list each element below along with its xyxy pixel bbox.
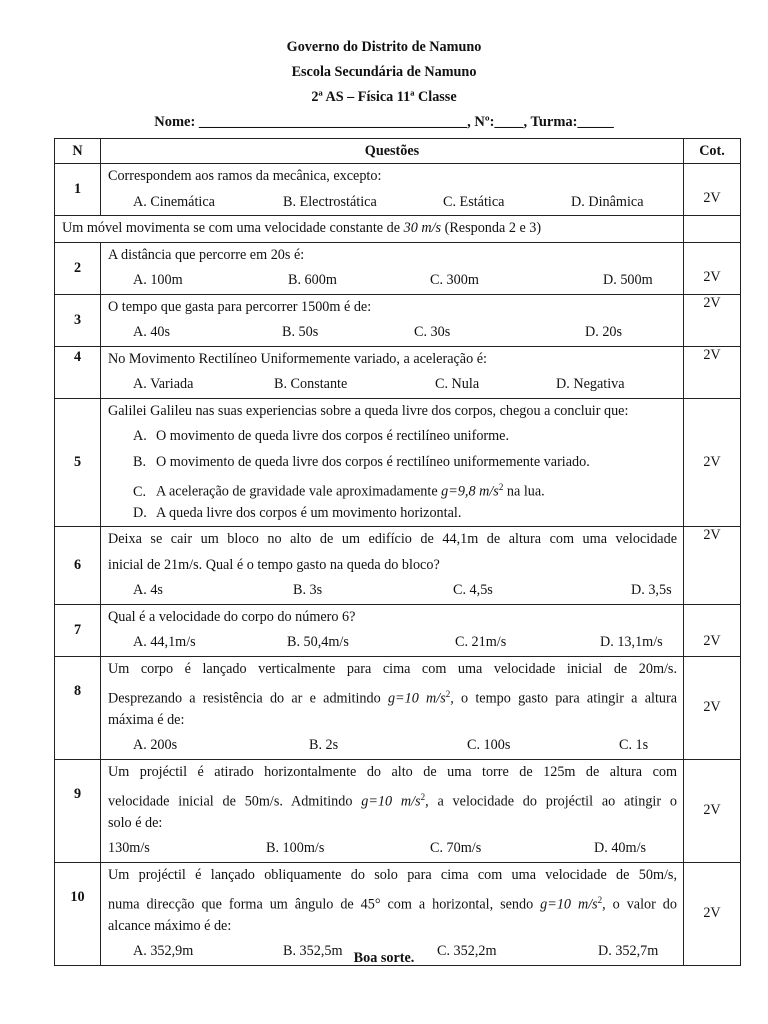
option-c: C. 100s <box>467 737 511 753</box>
options-row <box>108 190 677 216</box>
question-row-7 <box>55 604 741 656</box>
option-a: O movimento de queda livre dos corpos é rectilíneo uniforme. <box>156 428 510 444</box>
exponent: 2 <box>597 895 603 905</box>
question-points: 2V <box>684 242 741 294</box>
option-c: C. 4,5s <box>453 582 493 598</box>
option-d: D. Dinâmica <box>571 193 644 210</box>
question-number: 9 <box>55 759 101 862</box>
option-b: B. 100m/s <box>266 840 325 856</box>
text-segment: , a velocidade do projéctil ao atingir o <box>425 793 677 810</box>
question-number: 6 <box>55 527 101 605</box>
option-d: C. 1s <box>619 737 649 753</box>
footer-good-luck: Boa sorte. <box>353 950 415 966</box>
option-c: C. 70m/s <box>430 840 482 856</box>
option-a: A. 44,1m/s <box>133 634 196 650</box>
option-c-text: A aceleração de gravidade vale aproximadamente <box>156 483 442 500</box>
header-government: Governo do Distrito de Namuno <box>286 39 482 55</box>
question-row-9 <box>55 759 741 862</box>
question-cell <box>101 656 684 759</box>
question-row-4 <box>55 346 741 398</box>
option-c: C. 352,2m <box>437 943 497 959</box>
question-text-line-1: Um projéctil é atirado horizontalmente do alto de uma torre de 125m de altura com <box>108 763 677 780</box>
question-text-line-2: inicial de 21m/s. Qual é o tempo gasto na queda do bloco? <box>108 556 440 573</box>
option-a: A. 352,9m <box>133 943 194 959</box>
header-school: Escola Secundária de Namuno <box>291 64 477 80</box>
question-number: 4 <box>55 346 101 398</box>
question-text-line-3: alcance máximo é de: <box>108 917 232 934</box>
question-row-8 <box>55 656 741 759</box>
option-b: B. Constante <box>274 376 348 392</box>
question-cell <box>101 527 684 605</box>
note-text-end: (Responda 2 e 3) <box>441 220 542 236</box>
option-b: B. 352,5m <box>283 943 343 959</box>
question-cell <box>101 346 684 398</box>
option-b: B. 50,4m/s <box>287 634 349 650</box>
option-c-end: na lua. <box>503 483 545 500</box>
question-text-line-1: Um projéctil é lançado obliquamente do solo para cima com uma velocidade de 50m/s, <box>108 866 677 883</box>
options-row <box>108 268 677 294</box>
option-d: D. 3,5s <box>631 582 672 598</box>
exponent: 2 <box>445 689 451 699</box>
question-row-6 <box>55 527 741 605</box>
question-text-line-3: máxima é de: <box>108 711 185 728</box>
option-a: A. 100m <box>133 272 183 288</box>
options-row <box>108 733 677 759</box>
option-d: A queda livre dos corpos é um movimento horizontal. <box>156 504 462 521</box>
options-row <box>108 320 677 346</box>
table-header-row <box>55 139 741 164</box>
text-segment: , o valor do <box>602 896 677 913</box>
question-text: Qual é a velocidade do corpo do número 6? <box>108 608 356 625</box>
option-d: D. 13,1m/s <box>600 634 663 650</box>
question-number: 7 <box>55 604 101 656</box>
question-number: 1 <box>55 164 101 216</box>
question-text: A distância que percorre em 20s é: <box>108 246 305 263</box>
question-text-line-2 <box>108 888 677 914</box>
question-text-line-1: Um corpo é lançado verticalmente para cima com uma velocidade inicial de 20m/s. <box>108 660 677 677</box>
option-c: C. 30s <box>414 324 451 340</box>
question-text: Galilei Galileu nas suas experiencias sobre a queda livre dos corpos, chegou a concluir que: <box>108 402 629 419</box>
question-points: 2V <box>684 294 741 346</box>
question-text: O tempo que gasta para percorrer 1500m é de: <box>108 298 372 315</box>
question-row-5 <box>55 398 741 527</box>
options-row <box>108 630 677 656</box>
question-text-line-3: solo é de: <box>108 814 163 831</box>
col-cot-header: Cot. <box>684 139 741 164</box>
option-b: O movimento de queda livre dos corpos é rectilíneo uniformemente variado. <box>156 453 590 470</box>
option-c: C. Estática <box>443 193 505 210</box>
option-a: A. Variada <box>133 376 194 392</box>
note-text-start: Um móvel movimenta se com uma velocidade constante de <box>62 220 404 236</box>
option-c: C. 21m/s <box>455 634 507 650</box>
question-row-2 <box>55 242 741 294</box>
question-cell <box>101 398 684 527</box>
option-letter: C. <box>133 483 147 500</box>
option-d-line <box>108 501 677 527</box>
question-cell <box>101 604 684 656</box>
option-c-line <box>108 475 677 501</box>
gravity-value: g=10 m/s <box>387 690 446 707</box>
option-letter: A. <box>133 428 147 444</box>
gravity-value: g=9,8 m/s <box>441 483 499 500</box>
question-row-3 <box>55 294 741 346</box>
options-row <box>108 578 677 604</box>
option-b: B. 2s <box>309 737 339 753</box>
text-segment: numa direcção que forma um ângulo de 45° com a horizontal, sendo <box>108 896 541 913</box>
option-d: D. 500m <box>603 272 653 288</box>
question-number: 2 <box>55 242 101 294</box>
question-points: 2V <box>684 759 741 862</box>
option-b: B. 50s <box>282 324 319 340</box>
option-b: B. Electrostática <box>283 193 377 210</box>
question-text-line-2 <box>108 682 677 708</box>
option-b: B. 3s <box>293 582 323 598</box>
text-segment: , o tempo gasto para atingir a altura <box>450 690 678 707</box>
option-c: C. Nula <box>435 376 480 392</box>
context-note <box>55 216 684 243</box>
question-text: Correspondem aos ramos da mecânica, excepto: <box>108 168 382 184</box>
question-number: 5 <box>55 398 101 527</box>
exponent: 2 <box>420 792 426 802</box>
questions-table <box>54 138 741 966</box>
question-points: 2V <box>684 862 741 965</box>
option-b-line <box>108 450 677 476</box>
context-note-row <box>55 216 741 243</box>
option-c: C. 300m <box>430 272 479 288</box>
options-row <box>108 372 677 398</box>
gravity-value: g=10 m/s <box>361 793 421 810</box>
question-cell <box>101 242 684 294</box>
note-points-empty <box>684 216 741 243</box>
question-text: No Movimento Rectilíneo Uniformemente variado, a aceleração é: <box>108 350 487 367</box>
question-points: 2V <box>684 656 741 759</box>
col-questions-header: Questões <box>101 139 684 164</box>
option-b: B. 600m <box>288 272 337 288</box>
student-name-line: Nome: _____________________________________, Nº:____, Turma:_____ <box>154 114 614 130</box>
question-number: 10 <box>55 862 101 965</box>
question-points: 2V <box>684 527 741 605</box>
col-n-header: N <box>55 139 101 164</box>
option-a-line <box>108 424 677 450</box>
option-a: 130m/s <box>108 840 150 856</box>
question-row-1 <box>55 164 741 216</box>
option-d: D. 20s <box>585 324 623 340</box>
question-cell <box>101 294 684 346</box>
text-segment: Desprezando a resistência do ar e admitindo <box>108 690 388 707</box>
question-number: 8 <box>55 656 101 759</box>
option-d: D. 352,7m <box>598 943 659 959</box>
question-points: 2V <box>684 604 741 656</box>
question-points: 2V <box>684 346 741 398</box>
options-row <box>108 836 677 862</box>
option-d: D. 40m/s <box>594 840 647 856</box>
option-a: A. 40s <box>133 324 171 340</box>
question-text-line-1: Deixa se cair um bloco no alto de um edifício de 44,1m de altura com uma velocidade <box>108 531 677 547</box>
question-points: 2V <box>684 164 741 216</box>
option-letter: D. <box>133 504 147 521</box>
header-exam-title: 2ª AS – Física 11ª Classe <box>311 89 457 105</box>
question-points: 2V <box>684 398 741 527</box>
option-a: A. 200s <box>133 737 178 753</box>
option-letter: B. <box>133 453 147 470</box>
question-number: 3 <box>55 294 101 346</box>
exponent: 2 <box>498 482 504 492</box>
option-a: A. Cinemática <box>133 193 215 210</box>
question-cell <box>101 164 684 216</box>
question-text-line-2 <box>108 785 677 811</box>
question-cell <box>101 759 684 862</box>
note-velocity: 30 m/s <box>403 220 442 236</box>
text-segment: velocidade inicial de 50m/s. Admitindo <box>108 793 362 810</box>
option-d: D. Negativa <box>556 376 625 392</box>
option-a: A. 4s <box>133 582 163 598</box>
gravity-value: g=10 m/s <box>540 896 598 913</box>
